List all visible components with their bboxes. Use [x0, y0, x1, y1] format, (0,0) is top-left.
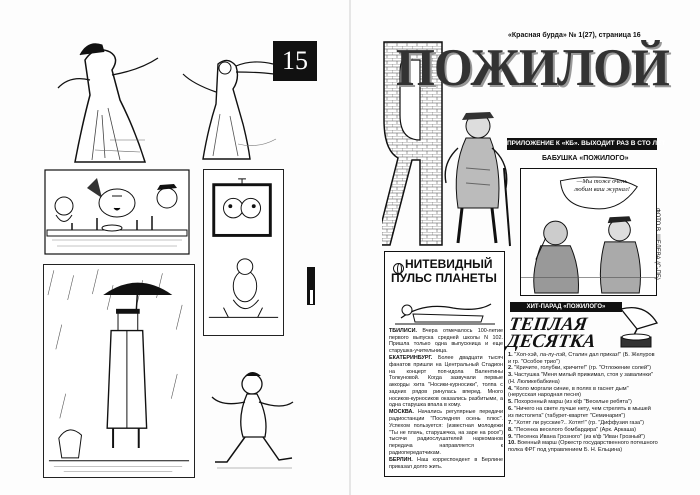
- news-city: БЕРЛИН.: [389, 456, 413, 463]
- news-item: [389, 355, 503, 409]
- song: Частушка "Меня милый прижимал, стоя у завалинки" (Н. Люликебабкина): [508, 372, 653, 385]
- margin-mark-notch: [310, 290, 313, 304]
- masthead-title: ПОЖИЛОЙ: [396, 37, 669, 97]
- song: "Ничего на свете лучше нету, чем стрелять в мышей из пистолета" (табурет-квартет "Семинария"): [508, 406, 651, 419]
- news-item: [389, 409, 503, 456]
- news-city: МОСКВА.: [389, 409, 414, 416]
- pulse-news-list: [389, 328, 503, 471]
- list-item: [508, 352, 658, 365]
- pulse-title: [391, 257, 503, 295]
- news-city: ЕКАТЕРИНБУРГ.: [389, 355, 433, 362]
- song: "Коло моргали синие, в полях в гаснет дым" (нерусская народная песня): [508, 385, 629, 399]
- rank: 3.: [508, 372, 513, 379]
- gramophone-icon: [615, 303, 660, 351]
- list-item: [508, 406, 658, 419]
- song: "Кричите, голубки, кричите!" (гр. "Отложение солей"): [514, 365, 652, 372]
- news-city: ТБИЛИСИ.: [389, 328, 417, 334]
- cartoon-umbrella-rain: [43, 264, 195, 478]
- news-text: Наш корреспондент в Берлине приказал долго жить.: [389, 456, 503, 470]
- news-text: Более двадцати тысяч фанатов пришли на Центральный Стадион на концерт поп-идола Валентины Толкуновой. Когда зазвучали первые аккорды хита "Носики-курносики", толпа с задних рядов ринулась вперед. Много носиков-курносиков оказались разбитыми, а одна старушка впала в кому.: [389, 355, 504, 409]
- rank: 10.: [508, 440, 516, 447]
- list-item: [508, 440, 658, 453]
- list-item: [508, 372, 658, 385]
- pulse-section: [384, 251, 505, 477]
- news-text: Вчера отмечалось 100-летие первого выпуска средней школы N 102. Пришла только одна выпускница и еще старушка-учительница.: [389, 328, 503, 355]
- cartoon-windswept-woman: [178, 44, 278, 162]
- cartoon-framed-portrait: [203, 169, 284, 336]
- rank: 2.: [508, 365, 513, 372]
- hit-parade-banner: ХИТ-ПАРАД «ПОЖИЛОГО»: [510, 302, 622, 312]
- song: Военный марш (Оркестр государственного потешного полка ФРГ под управлением Б. Н. Ельцина): [508, 440, 658, 453]
- list-item: [508, 386, 658, 399]
- rank: 9.: [508, 433, 513, 440]
- grandma-caption: БАБУШКА «ПОЖИЛОГО»: [542, 155, 629, 162]
- song: Похоронный марш (из к/ф "Веселые ребята"): [514, 399, 632, 406]
- globe-icon: [393, 263, 404, 274]
- cartoon-feast: [42, 168, 192, 256]
- news-item: [389, 328, 503, 355]
- rank: 7.: [508, 419, 513, 426]
- news-item: [389, 457, 503, 470]
- page-number-badge: 15: [273, 41, 317, 81]
- list-item: [508, 420, 658, 427]
- page-gutter: [349, 0, 351, 495]
- rank: 4.: [508, 385, 513, 392]
- issue-line: «Красная бурда» № 1(27), страница 16: [508, 32, 641, 39]
- news-text: Начались регулярные передачи радиостанции "Последняя осень плюс". Успехом пользуется: (известная молодежи "Ты не плачь, старушечка, на заре на росе") тысячи радиослушателей наркоманов передача направляется к радиопередатчикам.: [389, 409, 504, 456]
- cartoon-cloaked-figure: [50, 40, 165, 165]
- pulse-title-line2: ПУЛЬС ПЛАНЕТЫ: [391, 271, 497, 285]
- speech-bubble: —Мы тоже очень любим ваш журнал!: [574, 178, 630, 193]
- rank: 1.: [508, 352, 513, 358]
- pulse-title-line1: НИТЕВИДНЫЙ: [405, 257, 493, 271]
- pulse-reclining-figure: [393, 294, 497, 326]
- supplement-banner: ПРИЛОЖЕНИЕ К «КБ». ВЫХОДИТ РАЗ В СТО ЛЕТ: [507, 138, 657, 150]
- photo-credit: ФОТО В. ШЕЛЕВА (С-ПБ): [654, 208, 660, 280]
- song: "Хоп-хэй, ла-лу-лэй, Сталин дал приказ!" (Б. Желуров и гр. "Особое трио"): [508, 352, 655, 365]
- cartoon-running-figure: [207, 362, 297, 472]
- hit-parade-title: ТЕПЛАЯ ДЕСЯТКА: [505, 314, 597, 352]
- hit-parade-list: [508, 352, 658, 454]
- rank: 8.: [508, 426, 513, 433]
- masthead-old-man-illustration: [440, 108, 515, 248]
- list-item: [508, 399, 658, 406]
- list-item: [508, 427, 658, 434]
- song: "Песенка веселого бомбардира" (Арк. Аркаша): [514, 426, 637, 433]
- rank: 6.: [508, 406, 513, 413]
- song: "Песенка Ивана Грозного" (из к/ф "Иван Грозный"): [514, 433, 646, 440]
- rank: 5.: [508, 399, 513, 406]
- song: "Хотят ли русские?.. Хотят!" (гр. "Диффузия газа"): [514, 419, 644, 426]
